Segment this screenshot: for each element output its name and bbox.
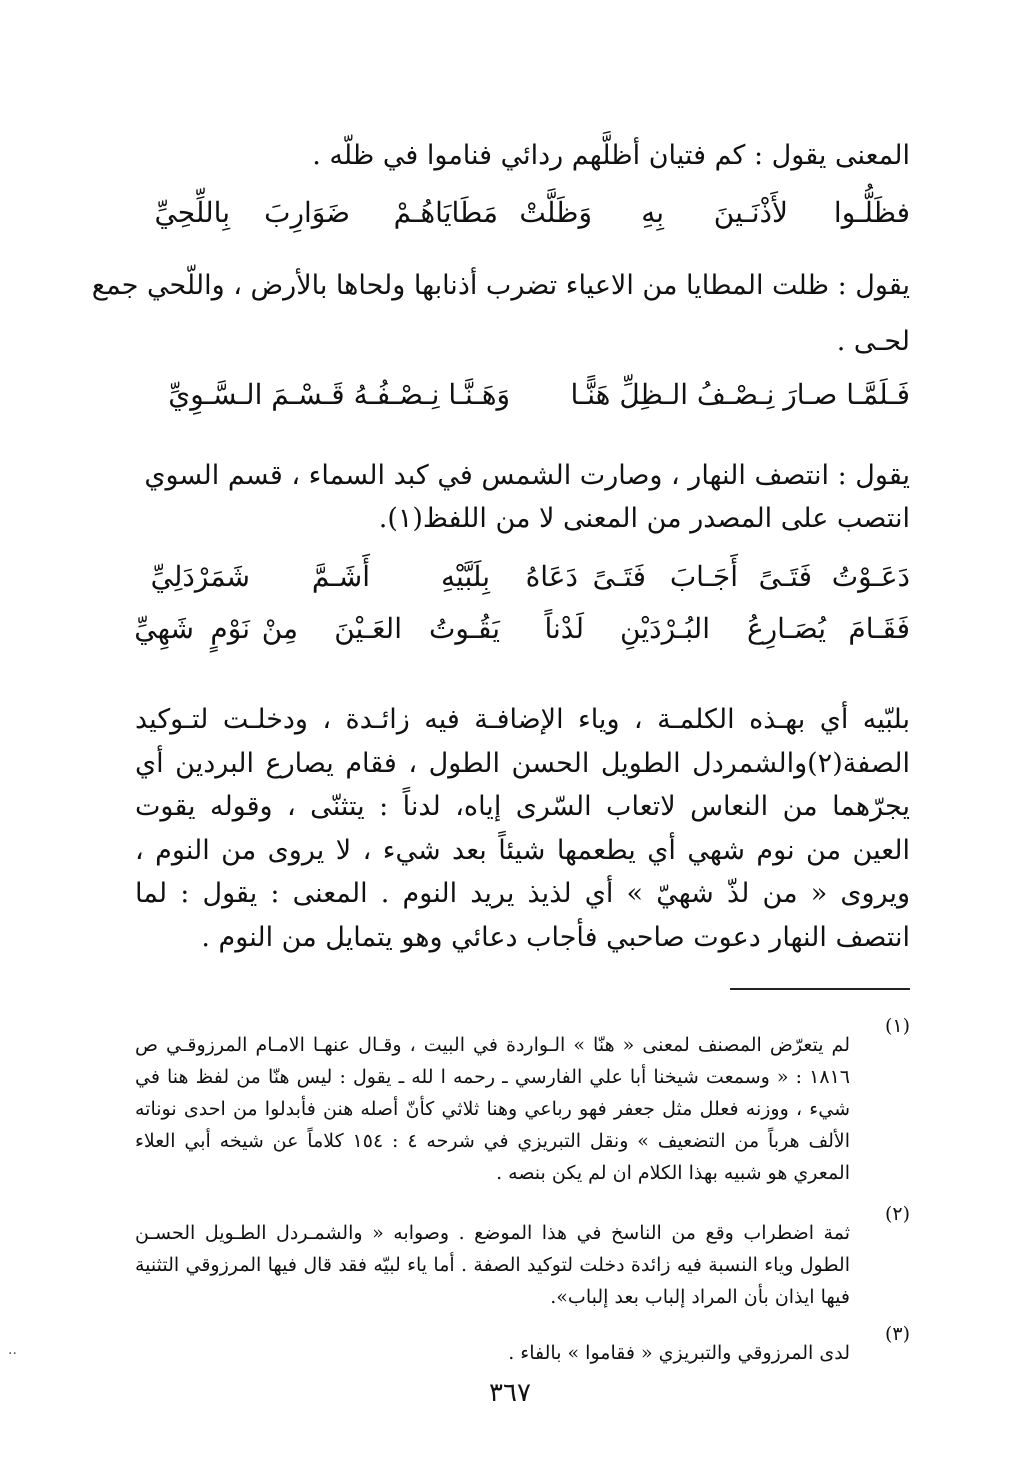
verse-3-word-7: أَشَـمَّ: [311, 560, 370, 593]
verse-3-word-2: فَتَـىً: [758, 560, 812, 593]
commentary-2-line-2: انتصب على المصدر من المعنى لا من اللفظ(١).: [378, 503, 910, 534]
verse-2-hemistich-1: فَـلَمَّـا صـارَ نِـصْـفُ الـظِلِّ هَنًّـا: [570, 378, 910, 411]
verse-1-word-5: مَطَايَاهُـمْ: [393, 196, 498, 229]
verse-3-word-4: فَتَـىً: [592, 560, 646, 593]
verse-4-word-5: يَقُـوتُ: [429, 612, 500, 645]
scan-speck: ..: [8, 1342, 17, 1358]
verse-3-word-8: شَمَرْدَلِيِّ: [150, 560, 250, 593]
footnote-1-text: لم يتعرّض المصنف لمعنى « هنّا » الـواردة في البيت ، وقـال عنهـا الامـام المرزوقـي ص ١٨١٦ : « وسمعت شيخنا أبا علي الفارسي ـ رحمه ا لله ـ يقول : ليس هنّا من لفظ هنا في شيء ، ووزنه فعلل مثل جعفر فهو رباعي وهنا ثلاثي كأنّ أصله هنن فأبدلوا من احدى نوناته الألف هرباً من التضعيف » ونقل التبريزي في شرحه ٤ : ١٥٤ كلاماً عن شيخه أبي العلاء المعري هو شبيه بهذا الكلام ان لم يكن بنصه .: [135, 1034, 851, 1184]
verse-3-word-5: دَعَاهُ: [525, 560, 578, 593]
verse-3-word-3: أَجَـابَ: [669, 560, 738, 593]
verse-2: [135, 378, 910, 422]
footnote-3-number: (٣): [884, 1323, 910, 1345]
verse-1-word-7: بِاللِّحِيِّ: [154, 196, 230, 229]
verse-4-word-4: لَدْناً: [544, 612, 584, 645]
verse-4-word-7: مِنْ: [261, 612, 298, 645]
verse-1-word-6: ضَوَارِبَ: [264, 196, 350, 229]
footnote-2-number: (٢): [884, 1203, 910, 1225]
verse-4-word-6: العَـيْنَ: [334, 612, 402, 645]
verse-1-word-4: وَظَلَّتْ: [519, 196, 592, 229]
commentary-3: بلبّيه أي بهـذه الكلمـة ، وياء الإضافـة فيه زائـدة ، ودخلـت لتـوكيد الصفة(٢)والشمردل الطويل الحسن الطول ، فقام يصارع البردين أي يجرّهما من النعاس لاتعاب السّرى إياه، لدناً : يتثنّى ، وقوله يقوت العين من نوم شهي أي يطعمها شيئاً بعد شيء ، لا يروى من النوم ، ويروى « من لذّ شهيّ » أي لذيذ يريد النوم . المعنى : يقول : لما انتصف النهار دعوت صاحبي فأجاب دعائي وهو يتمايل من النوم .: [135, 704, 910, 953]
commentary-2-line-1: يقول : انتصف النهار ، وصارت الشمس في كبد السماء ، قسم السوي: [144, 460, 910, 491]
commentary-1-line-2: لحـى .: [836, 326, 910, 357]
verse-1-word-3: بِهِ: [641, 196, 664, 229]
verse-3-word-1: دَعَـوْتُ: [831, 560, 910, 593]
footnote-2: [135, 1198, 910, 1332]
verse-1: [135, 196, 910, 240]
verse-4-word-8: نَوْمٍ: [210, 612, 250, 645]
footnote-3-text: لدى المرزوقي والتبريزي « فقاموا » بالفاء .: [508, 1342, 850, 1364]
page-number: ٣٦٧: [489, 1378, 531, 1408]
commentary-1-line-1: يقول : ظلت المطايا من الاعياء تضرب أذنابها ولحاها بالأرض ، واللّحي جمع: [91, 270, 910, 301]
footnote-1: [135, 1010, 910, 1208]
verse-3-word-6: بِلَبَّيْهِ: [441, 560, 490, 593]
verse-1-word-2: لأَذْنَـينَ: [713, 196, 788, 229]
verse-4-word-3: البُـرْدَيْنِ: [620, 612, 710, 645]
verse-4: [135, 612, 910, 656]
footnote-separator: [730, 988, 910, 990]
verse-3: [135, 560, 910, 604]
footnote-2-text: ثمة اضطراب وقع من الناسخ في هذا الموضع . وصوابه « والشمـردل الطـويل الحسـن الطول وياء النسبة فيه زائدة دخلت لتوكيد الصفة . أما ياء لبيّه فقد قال فيها المرزوقي التثنية فيها ايذان بأن المراد إلباب بعد إلباب».: [135, 1222, 850, 1308]
footnote-1-number: (١): [884, 1015, 910, 1037]
verse-1-word-1: فظَلُّـوا: [833, 196, 910, 229]
verse-4-word-9: شَهِيِّ: [134, 612, 194, 645]
verse-2-hemistich-2: وَهَـنَّـا نِـصْـفُـهُ قَـسْـمَ الـسَّـوِيِّ: [168, 378, 510, 411]
intro-line: المعنى يقول : كم فتيان أظلَّهم ردائي فناموا في ظلّه .: [312, 140, 910, 171]
verse-4-word-1: فَقَـامَ: [848, 612, 910, 645]
verse-4-word-2: يُصَـارِعُ: [746, 612, 826, 645]
